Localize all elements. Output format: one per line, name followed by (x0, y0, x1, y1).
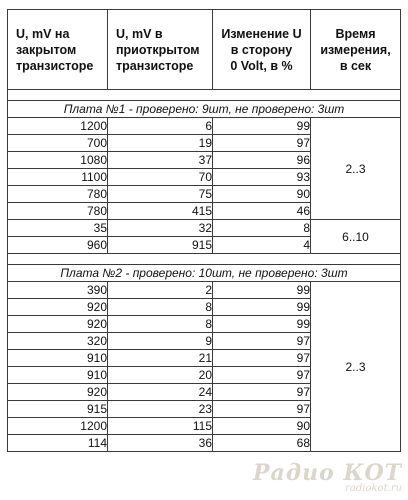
watermark-url: radiokot.ru (345, 483, 402, 494)
cell-closed-voltage: 920 (8, 316, 108, 333)
cell-measure-time: 2..3 (311, 282, 401, 452)
cell-closed-voltage: 320 (8, 333, 108, 350)
cell-ajar-voltage: 21 (108, 350, 213, 367)
cell-closed-voltage: 910 (8, 350, 108, 367)
cell-closed-voltage: 114 (8, 435, 108, 452)
cell-voltage-change: 90 (213, 418, 311, 435)
header-row (8, 10, 401, 90)
cell-ajar-voltage: 19 (108, 135, 213, 152)
cell-ajar-voltage: 37 (108, 152, 213, 169)
cell-ajar-voltage: 2 (108, 282, 213, 299)
cell-closed-voltage: 35 (8, 220, 108, 237)
cell-ajar-voltage: 415 (108, 203, 213, 220)
cell-ajar-voltage: 8 (108, 316, 213, 333)
cell-voltage-change: 99 (213, 118, 311, 135)
cell-voltage-change: 97 (213, 401, 311, 418)
section-caption-row (8, 101, 401, 118)
table-row (8, 220, 401, 237)
cell-measure-time: 6..10 (311, 220, 401, 254)
table-body (8, 90, 401, 452)
header-closed-voltage: U, mV на закрытом транзисторе (8, 10, 108, 90)
table-row (8, 282, 401, 299)
cell-ajar-voltage: 915 (108, 237, 213, 254)
cell-closed-voltage: 780 (8, 203, 108, 220)
cell-voltage-change: 68 (213, 435, 311, 452)
measurement-table (7, 9, 401, 452)
cell-voltage-change: 99 (213, 316, 311, 333)
cell-closed-voltage: 1080 (8, 152, 108, 169)
cell-closed-voltage: 700 (8, 135, 108, 152)
cell-voltage-change: 99 (213, 299, 311, 316)
cell-closed-voltage: 780 (8, 186, 108, 203)
cell-voltage-change: 4 (213, 237, 311, 254)
cell-voltage-change: 8 (213, 220, 311, 237)
section-caption: Плата №2 - проверено: 10шт, не проверено: 3шт (8, 265, 401, 282)
spacer-row (8, 254, 401, 265)
cell-ajar-voltage: 20 (108, 367, 213, 384)
cell-ajar-voltage: 36 (108, 435, 213, 452)
cell-ajar-voltage: 6 (108, 118, 213, 135)
cell-ajar-voltage: 8 (108, 299, 213, 316)
header-voltage-change: Изменение U в сторону 0 Volt, в % (213, 10, 311, 90)
cell-ajar-voltage: 9 (108, 333, 213, 350)
cell-closed-voltage: 1200 (8, 418, 108, 435)
spacer-cell (8, 90, 401, 101)
cell-closed-voltage: 910 (8, 367, 108, 384)
cell-closed-voltage: 960 (8, 237, 108, 254)
cell-closed-voltage: 920 (8, 384, 108, 401)
cell-closed-voltage: 915 (8, 401, 108, 418)
table-header (8, 10, 401, 90)
cell-voltage-change: 97 (213, 333, 311, 350)
cell-closed-voltage: 1100 (8, 169, 108, 186)
cell-measure-time: 2..3 (311, 118, 401, 220)
watermark-title: Радио КОТ (253, 460, 402, 486)
table-row (8, 118, 401, 135)
cell-closed-voltage: 390 (8, 282, 108, 299)
spacer-cell (8, 254, 401, 265)
cell-voltage-change: 97 (213, 135, 311, 152)
cell-voltage-change: 90 (213, 186, 311, 203)
cell-ajar-voltage: 70 (108, 169, 213, 186)
section-caption-row (8, 265, 401, 282)
cell-closed-voltage: 1200 (8, 118, 108, 135)
cell-closed-voltage: 920 (8, 299, 108, 316)
cell-ajar-voltage: 115 (108, 418, 213, 435)
cell-ajar-voltage: 24 (108, 384, 213, 401)
header-ajar-voltage: U, mV в приоткрытом транзисторе (108, 10, 213, 90)
cell-voltage-change: 46 (213, 203, 311, 220)
cell-voltage-change: 96 (213, 152, 311, 169)
cell-ajar-voltage: 23 (108, 401, 213, 418)
cell-ajar-voltage: 75 (108, 186, 213, 203)
section-caption: Плата №1 - проверено: 9шт, не проверено: 3шт (8, 101, 401, 118)
cell-ajar-voltage: 32 (108, 220, 213, 237)
header-measure-time: Время измерения, в сек (311, 10, 401, 90)
cell-voltage-change: 97 (213, 350, 311, 367)
cell-voltage-change: 97 (213, 384, 311, 401)
cell-voltage-change: 93 (213, 169, 311, 186)
cell-voltage-change: 99 (213, 282, 311, 299)
cell-voltage-change: 97 (213, 367, 311, 384)
watermark-logo (253, 462, 402, 494)
spacer-row (8, 90, 401, 101)
